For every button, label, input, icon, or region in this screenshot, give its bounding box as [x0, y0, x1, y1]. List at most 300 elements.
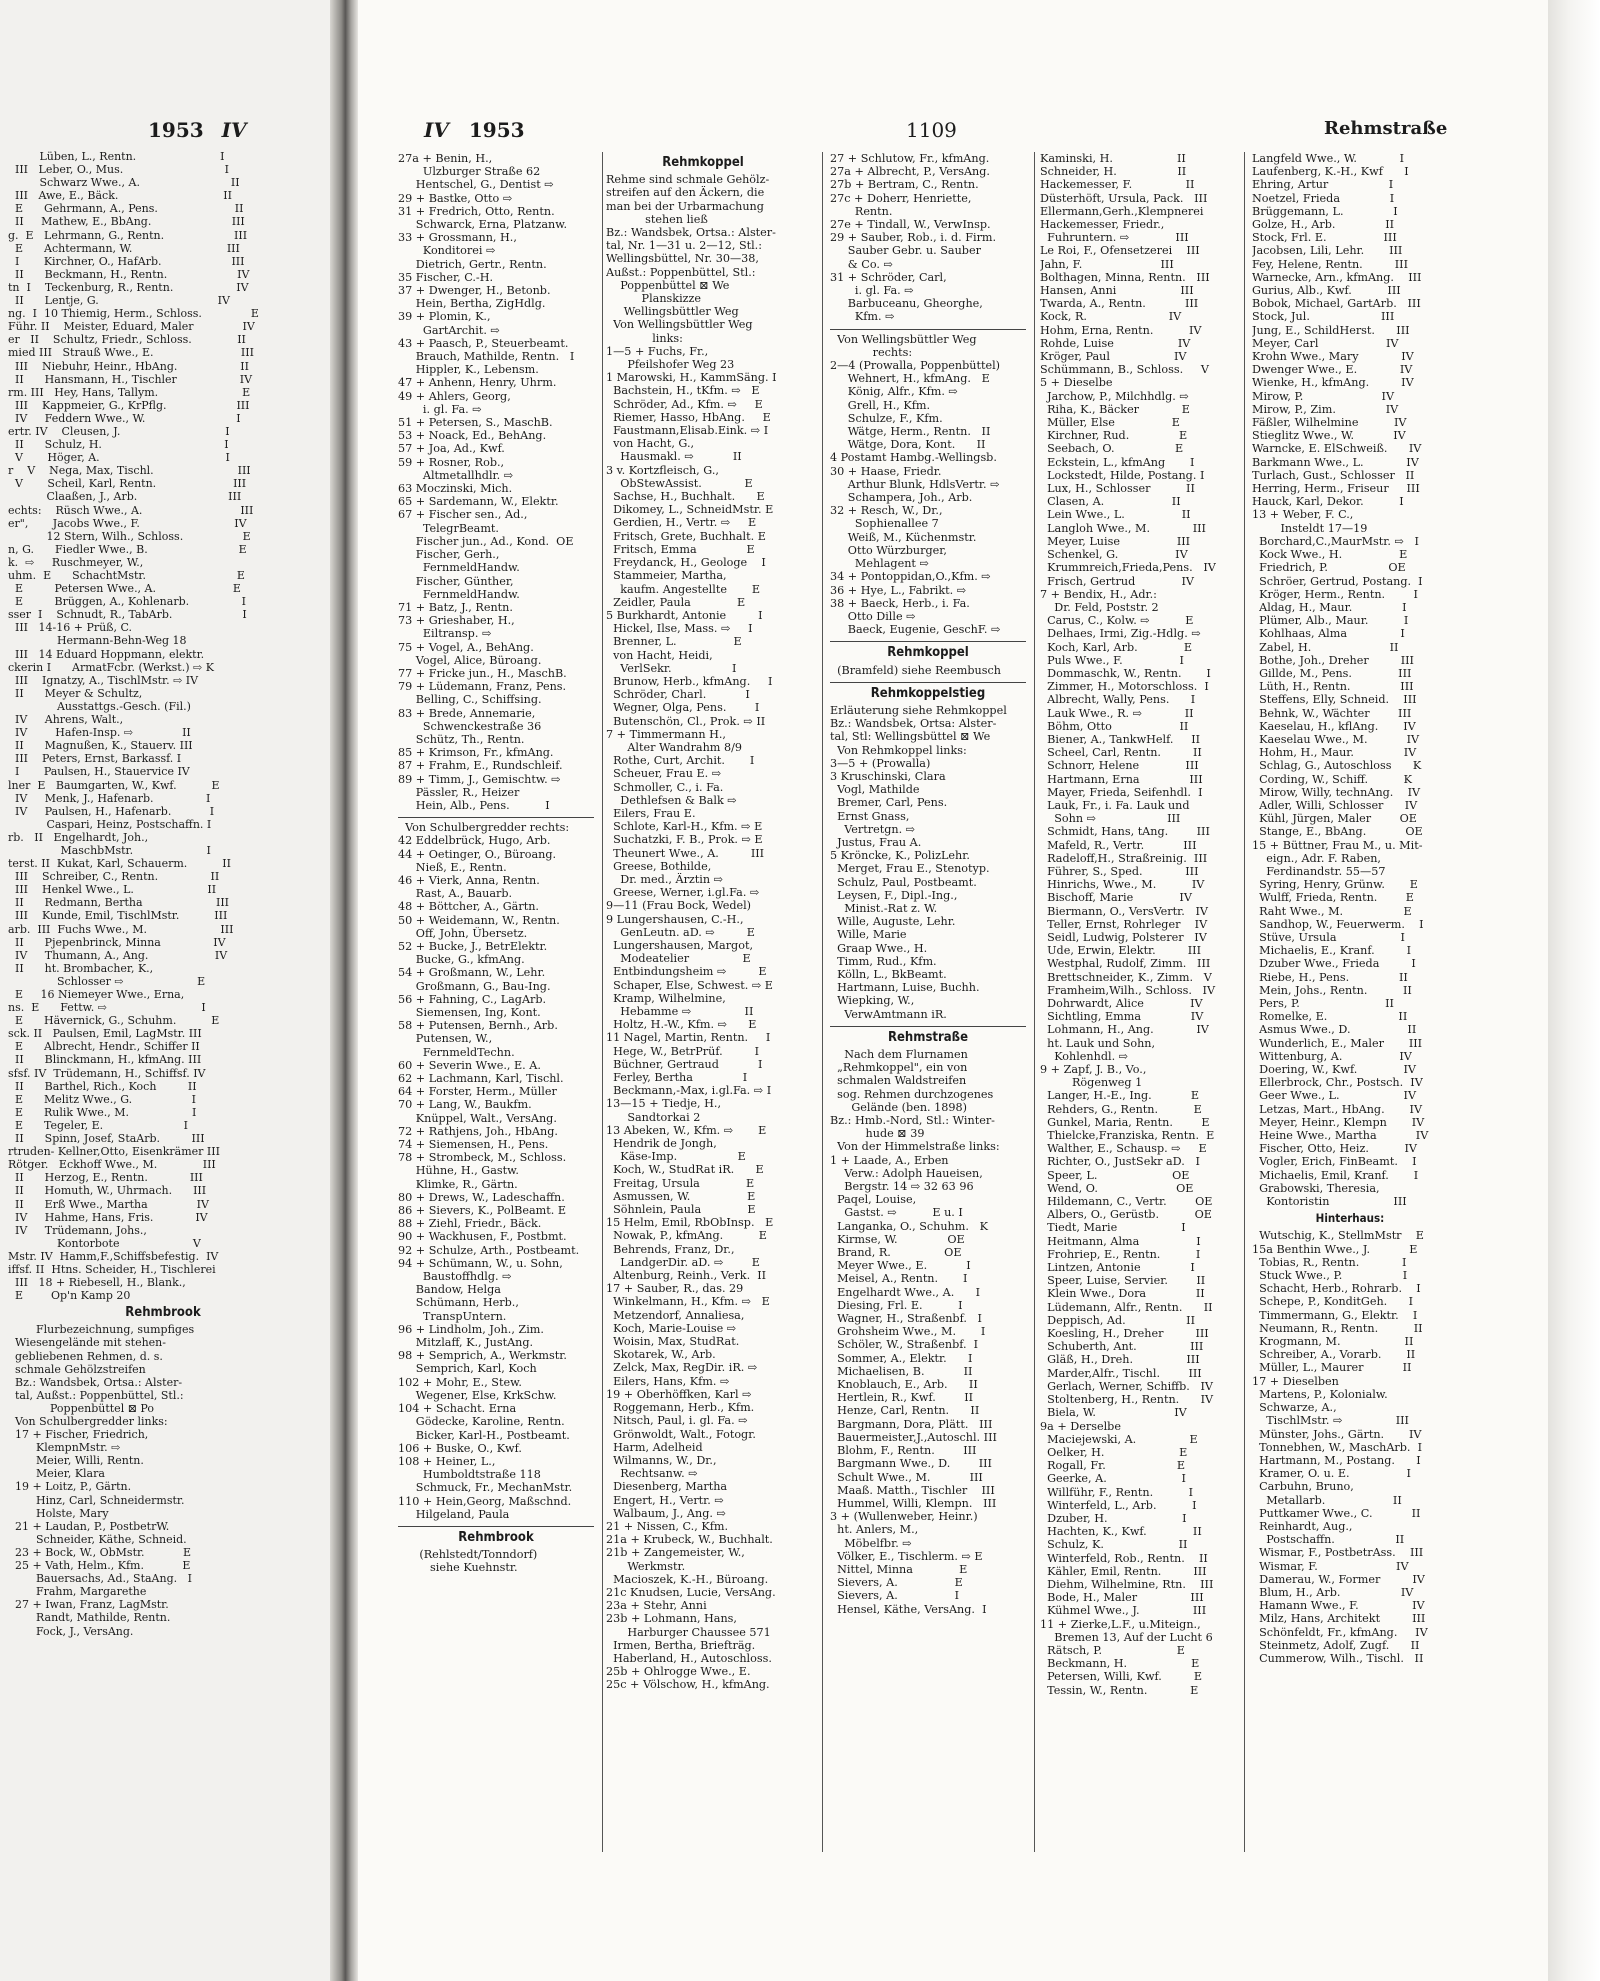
directory-entry: 35 Fischer, C.-H. — [398, 270, 494, 284]
directory-entry: Bicker, Karl-H., Postbeamt. — [398, 1428, 570, 1442]
column-5 — [1252, 152, 1448, 1665]
directory-entry: Winterfeld, Rob., Rentn. II — [1040, 1551, 1208, 1565]
directory-entry: Schmoller, C., i. Fa. — [606, 780, 724, 794]
directory-entry: Schröder, Charl. I — [606, 688, 750, 702]
directory-entry: III Henkel Wwe., L. II — [8, 883, 217, 897]
directory-entry: Frahm, Margarethe — [8, 1585, 147, 1599]
directory-entry: Koch, Marie-Louise ⇨ — [606, 1321, 737, 1335]
directory-entry: Aldag, H., Maur. I — [1252, 600, 1407, 614]
directory-entry: Tonnebhen, W., MaschArb. I — [1252, 1440, 1422, 1454]
directory-entry: 98 + Semprich, A., Werkmstr. — [398, 1349, 567, 1363]
directory-entry: Klein Wwe., Dora II — [1040, 1287, 1205, 1301]
directory-entry: Kontorbote V — [8, 1236, 201, 1250]
directory-entry: Pfeilshofer Weg 23 — [606, 358, 735, 372]
directory-entry: Vogel, Alice, Büroang. — [398, 653, 542, 667]
column-divider — [1034, 152, 1035, 1852]
directory-entry: E Petersen Wwe., A. E — [8, 582, 241, 596]
directory-entry: 1 Marowski, H., KammSäng. I — [606, 371, 777, 385]
directory-entry: 49 + Ahlers, Georg, — [398, 389, 511, 403]
directory-entry: Dwenger Wwe., E. IV — [1252, 363, 1413, 377]
directory-entry: kaufm. Angestellte E — [606, 582, 760, 596]
directory-entry: Leysen, F., Dipl.-Ing., — [830, 888, 958, 902]
directory-entry: Blum, H., Arb. IV — [1252, 1585, 1414, 1599]
directory-entry: Hertlein, R., Kwf. II — [830, 1391, 974, 1405]
directory-entry: 47 + Anhenn, Henry, Uhrm. — [398, 376, 557, 390]
directory-entry: Außst.: Poppenbüttel, Stl.: — [606, 265, 756, 279]
directory-entry: Kaminski, H. II — [1040, 152, 1186, 165]
directory-entry: Kirchner, Rud. E — [1040, 429, 1188, 443]
directory-entry: Koesling, H., Dreher III — [1040, 1327, 1209, 1341]
directory-entry: Winterfeld, L., Arb. I — [1040, 1498, 1197, 1512]
directory-entry: Warncke, E. ElSchweiß. IV — [1252, 442, 1422, 456]
directory-entry: Graap Wwe., H. — [830, 941, 928, 955]
directory-entry: 27c + Doherr, Henriette, — [830, 191, 972, 205]
directory-entry: Lockstedt, Hilde, Postang. I — [1040, 468, 1205, 482]
directory-entry: Eilers, Hans, Kfm. ⇨ — [606, 1374, 730, 1388]
directory-entry: Riebe, H., Pens. II — [1252, 970, 1408, 984]
directory-entry: von Hacht, Heidi, — [606, 648, 713, 662]
directory-entry: Holtz, H.-W., Kfm. ⇨ E — [606, 1018, 757, 1032]
directory-entry: Steinmetz, Adolf, Zugf. II — [1252, 1638, 1420, 1652]
directory-entry: Scheel, Carl, Rentn. II — [1040, 746, 1202, 760]
directory-entry: Sandhop, W., Feuerwerm. I — [1252, 917, 1424, 931]
directory-entry: arb. III Fuchs Wwe., M. III — [8, 922, 234, 936]
directory-entry: Woisin, Max, StudRat. — [606, 1335, 740, 1349]
directory-entry: Off, John, Übersetz. — [398, 926, 528, 940]
directory-entry: 63 Moczinski, Mich. — [398, 482, 513, 496]
right-header-year: 1953 — [468, 118, 525, 142]
directory-entry: Biela, W. IV — [1040, 1406, 1187, 1420]
directory-entry: Metzendorf, Annaliesa, — [606, 1308, 745, 1322]
directory-entry: Mitzlaff, K., JustAng. — [398, 1336, 534, 1350]
directory-entry: Wegner, Olga, Pens. I — [606, 701, 760, 715]
directory-entry: Schümmann, B., Schloss. V — [1040, 363, 1209, 377]
directory-entry: IV Menk, J., Hafenarb. I — [8, 791, 211, 805]
directory-entry: Walbaum, J., Ang. ⇨ — [606, 1506, 726, 1520]
directory-entry: Schröer, Gertrud, Postang. I — [1252, 574, 1423, 588]
directory-entry: Asmussen, W. E — [606, 1189, 756, 1203]
directory-entry: Bothe, Joh., Dreher III — [1252, 653, 1414, 667]
right-header-roman: IV — [424, 118, 449, 142]
directory-entry: Mirow, P., Zim. IV — [1252, 402, 1399, 416]
directory-entry: 53 + Noack, Ed., BehAng. — [398, 429, 547, 443]
directory-entry: Kröger, Herm., Rentn. I — [1252, 587, 1418, 601]
directory-entry: ht. Anlers, M., — [830, 1523, 919, 1537]
directory-entry: ckerin I ArmatFcbr. (Werkst.) ⇨ K — [8, 660, 214, 674]
directory-entry: siehe Kuehnstr. — [398, 1561, 518, 1575]
directory-entry: Beckmann, H. E — [1040, 1657, 1200, 1671]
directory-entry: IV Feddern Wwe., W. I — [8, 411, 241, 425]
directory-entry: 19 + Oberhöffken, Karl ⇨ — [606, 1387, 752, 1401]
directory-entry: Jacobsen, Lili, Lehr. III — [1252, 244, 1403, 258]
directory-entry: Langfeld Wwe., W. I — [1252, 152, 1405, 165]
directory-entry: Wilmanns, W., Dr., — [606, 1453, 717, 1467]
directory-entry: III Ignatzy, A., TischlMstr. ⇨ IV — [8, 673, 199, 687]
directory-entry: 3 Kruschinski, Clara — [830, 769, 946, 783]
directory-entry: echts: Rüsch Wwe., A. III — [8, 503, 254, 517]
directory-entry: Wätge, Herm., Rentn. II — [830, 425, 991, 439]
directory-entry: Rentn. — [830, 204, 893, 218]
directory-entry: Twarda, A., Rentn. III — [1040, 297, 1199, 311]
directory-entry: Von Schulbergredder rechts: — [398, 821, 570, 835]
directory-entry: Von Rehmkoppel links: — [830, 743, 967, 757]
directory-entry: rb. II Engelhardt, Joh., — [8, 830, 149, 844]
directory-entry: Lüdemann, Alfr., Rentn. II — [1040, 1300, 1213, 1314]
directory-entry: Schulze, F., Kfm. — [830, 411, 943, 425]
street-title: Rehmstraße — [1324, 118, 1448, 139]
directory-entry: Kramer, O. u. E. I — [1252, 1467, 1411, 1481]
directory-entry: VerwAmtmann iR. — [830, 1007, 947, 1021]
directory-entry: 110 + Hein,Georg, Maßschnd. — [398, 1494, 572, 1508]
directory-entry: Wagner, H., Straßenbf. I — [830, 1312, 982, 1326]
directory-entry: Sandtorkai 2 — [606, 1110, 701, 1124]
directory-entry: Wätge, Dora, Kont. II — [830, 438, 986, 452]
directory-entry: TischlMstr. ⇨ III — [1252, 1414, 1409, 1428]
directory-entry: Langanka, O., Schuhm. K — [830, 1219, 988, 1233]
directory-entry: Fock, J., VersAng. — [8, 1624, 134, 1638]
directory-entry: ObStewAssist. E — [606, 476, 753, 490]
directory-entry: terst. II Kukat, Karl, Schauerm. II — [8, 857, 231, 871]
directory-entry: E Hävernick, G., Schuhm. E — [8, 1014, 220, 1028]
directory-entry: Bolthagen, Minna, Rentn. III — [1040, 270, 1210, 284]
directory-entry: Framheim,Wilh., Schloss. IV — [1040, 983, 1216, 997]
directory-entry: V Scheil, Karl, Rentn. III — [8, 477, 247, 491]
directory-entry: Kfm. ⇨ — [830, 310, 895, 324]
directory-entry: III Leber, O., Mus. I — [8, 163, 230, 177]
directory-entry: Biener, A., TankwHelf. II — [1040, 732, 1201, 746]
directory-entry: Stock, Jul. III — [1252, 310, 1395, 324]
directory-entry: Lintzen, Antonie I — [1040, 1261, 1195, 1275]
directory-entry: Sohn ⇨ III — [1040, 812, 1181, 826]
directory-entry: 21 + Nissen, C., Kfm. — [606, 1519, 729, 1533]
directory-entry: Hildemann, C., Vertr. OE — [1040, 1195, 1213, 1209]
directory-entry: Kähler, Emil, Rentn. III — [1040, 1564, 1207, 1578]
directory-entry: Bz.: Wandsbek, Ortsa.: Alster- — [606, 226, 776, 240]
directory-entry: Kontoristin III — [1252, 1195, 1407, 1209]
directory-entry: Wegener, Else, KrkSchw. — [398, 1388, 557, 1402]
directory-entry: 46 + Vierk, Anna, Rentn. — [398, 873, 540, 887]
directory-entry: E Rulik Wwe., M. I — [8, 1105, 197, 1119]
directory-entry: I Paulsen, H., Stauervice IV — [8, 765, 190, 779]
directory-entry: Kühl, Jürgen, Maler OE — [1252, 812, 1417, 826]
directory-entry: 73 + Grieshaber, H., — [398, 614, 515, 628]
directory-entry: Deppisch, Ad. II — [1040, 1313, 1196, 1327]
directory-entry: Le Roi, F., Ofensetzerei III — [1040, 244, 1200, 258]
directory-entry: 106 + Buske, O., Kwf. — [398, 1441, 522, 1455]
directory-entry: Stoltenberg, H., Rentn. IV — [1040, 1393, 1214, 1407]
directory-entry: Nieß, E., Rentn. — [398, 860, 507, 874]
directory-entry: 32 + Resch, W., Dr., — [830, 504, 943, 518]
directory-entry: uhm. E SchachtMstr. E — [8, 569, 245, 582]
directory-entry: 38 + Baeck, Herb., i. Fa. — [830, 596, 970, 610]
directory-entry: Rohde, Luise IV — [1040, 336, 1191, 350]
directory-entry: Lüben, L., Rentn. I — [8, 150, 225, 163]
directory-entry: IV Trüdemann, Johs., — [8, 1223, 147, 1237]
directory-entry: 9 Lungershausen, C.-H., — [606, 912, 744, 926]
directory-entry: Schwarze, A., — [1252, 1401, 1337, 1415]
directory-entry: streifen auf den Äckern, die — [606, 186, 765, 200]
directory-entry: Postschaffn. II — [1252, 1533, 1405, 1547]
directory-entry: Großmann, G., Bau-Ing. — [398, 979, 551, 993]
directory-entry: Eilers, Frau E. — [606, 806, 696, 820]
directory-entry: Altenburg, Reinh., Verk. II — [606, 1269, 767, 1283]
directory-entry: Meyer Wwe., E. I — [830, 1259, 971, 1273]
directory-entry: Seebach, O. E — [1040, 442, 1184, 456]
directory-entry: Wiepking, W., — [830, 994, 915, 1008]
directory-entry: Otto Würzburger, — [830, 543, 947, 557]
directory-entry: Poppenbüttel ⊠ We — [606, 278, 730, 292]
directory-entry: ng. I 10 Thiemig, Herm., Schloss. E — [8, 307, 259, 321]
directory-entry: Knüppel, Walt., VersAng. — [398, 1111, 557, 1125]
directory-entry: Weiß, M., Küchenmstr. — [830, 530, 977, 544]
directory-entry: 27a + Albrecht, P., VersAng. — [830, 165, 990, 179]
directory-entry: k. ⇨ Ruschmeyer, W., — [8, 555, 144, 569]
directory-entry: Grönwoldt, Walt., Fotogr. — [606, 1427, 756, 1441]
directory-entry: Meyer, Carl IV — [1252, 336, 1399, 350]
directory-entry: Gillde, M., Pens. III — [1252, 666, 1412, 680]
directory-entry: 33 + Grossmann, H., — [398, 231, 517, 245]
directory-entry: Schaper, Else, Schwest. ⇨ E — [606, 978, 773, 992]
directory-entry: Schepe, P., KonditGeh. I — [1252, 1295, 1413, 1309]
directory-entry: Thielcke,Franziska, Rentn. E — [1040, 1129, 1215, 1143]
directory-entry: II Lentje, G. IV — [8, 294, 230, 308]
directory-entry: Raht Wwe., M. E — [1252, 904, 1412, 918]
directory-entry: Plümer, Alb., Maur. I — [1252, 614, 1409, 628]
directory-entry: 80 + Drews, W., Ladeschaffn. — [398, 1190, 565, 1204]
section-label: Hinterhaus: — [1315, 1211, 1385, 1226]
directory-entry: Freydanck, H., Geologe I — [606, 556, 766, 570]
directory-entry: Adler, Willi, Schlosser IV — [1252, 798, 1418, 812]
directory-entry: Völker, E., Tischlerm. ⇨ E — [830, 1549, 983, 1563]
directory-entry: Timm, Rud., Kfm. — [830, 954, 937, 968]
directory-entry: Walther, E., Schausp. ⇨ E — [1040, 1142, 1207, 1156]
directory-entry: Caspari, Heinz, Postschaffn. I — [8, 817, 212, 831]
directory-entry: Brand, R. OE — [830, 1246, 962, 1260]
directory-entry: TranspUntern. — [398, 1309, 507, 1323]
directory-entry: Roggemann, Herb., Kfm. — [606, 1401, 755, 1415]
directory-entry: Carbuhn, Bruno, — [1252, 1480, 1354, 1494]
directory-entry: Suchatzki, F. B., Prok. ⇨ E — [606, 833, 763, 847]
directory-entry: sog. Rehmen durchzogenes — [830, 1087, 994, 1101]
directory-entry: Fischer jun., Ad., Kond. OE — [398, 534, 574, 548]
directory-entry: Wellingsbüttel, Nr. 30—38, — [606, 252, 759, 266]
directory-entry: Mehlagent ⇨ — [830, 557, 929, 571]
directory-entry: Biermann, O., VersVertr. IV — [1040, 904, 1208, 918]
directory-entry: i. gl. Fa. ⇨ — [830, 284, 914, 298]
directory-entry: Fritsch, Grete, Buchhalt. E — [606, 529, 766, 543]
directory-entry: E Albrecht, Hendr., Schiffer II — [8, 1040, 200, 1054]
directory-entry: Butenschön, Cl., Prok. ⇨ II — [606, 714, 766, 728]
directory-entry: 89 + Timm, J., Gemischtw. ⇨ — [398, 772, 561, 786]
directory-entry: 9—11 (Frau Bock, Wedel) — [606, 899, 752, 913]
directory-entry: Von Schulbergredder links: — [8, 1415, 168, 1428]
directory-entry: Brauch, Mathilde, Rentn. I — [398, 350, 575, 364]
directory-entry: sser I Schnudt, R., TabArb. I — [8, 608, 247, 622]
directory-entry: II Beckmann, H., Rentn. IV — [8, 267, 250, 281]
directory-entry: 1 + Laade, A., Erben — [830, 1153, 949, 1167]
directory-entry: Ernst Gnass, — [830, 809, 910, 823]
directory-entry: Schmidt, Hans, tAng. III — [1040, 825, 1210, 839]
directory-entry: Teller, Ernst, Rohrleger IV — [1040, 917, 1208, 931]
directory-entry: Gastst. ⇨ E u. I — [830, 1206, 963, 1220]
directory-entry: Kramp, Wilhelmine, — [606, 991, 726, 1005]
directory-entry: Dr. Feld, Poststr. 2 — [1040, 600, 1159, 614]
street-heading: Rehmbrook — [458, 1529, 534, 1545]
directory-entry: 75 + Vogel, A., BehAng. — [398, 640, 534, 654]
directory-entry: 17 + Fischer, Friedrich, — [8, 1428, 149, 1442]
directory-entry: Sauber Gebr. u. Sauber — [830, 244, 981, 258]
directory-entry: Vertretgn. ⇨ — [830, 822, 916, 836]
directory-entry: 9 + Zapf, J. B., Vo., — [1040, 1063, 1147, 1077]
section-rule — [398, 817, 594, 818]
directory-entry: Meisel, A., Rentn. I — [830, 1272, 968, 1286]
directory-entry: Meier, Klara — [8, 1467, 105, 1481]
directory-entry: Hartmann, M., Postang. I — [1252, 1453, 1421, 1467]
directory-entry: 52 + Bucke, J., BetrElektr. — [398, 939, 548, 953]
directory-entry: Belling, C., Schiffsing. — [398, 693, 542, 707]
directory-entry: Lungershausen, Margot, — [606, 938, 754, 952]
directory-entry: Käse-Imp. E — [606, 1150, 746, 1164]
left-page-header — [148, 118, 247, 142]
directory-entry: Mirow, Willy, technAng. IV — [1252, 785, 1421, 799]
directory-entry: Stieglitz Wwe., W. IV — [1252, 429, 1406, 443]
directory-entry: Wiesengelände mit stehen- — [8, 1336, 166, 1350]
directory-entry: 13—15 + Tiedje, H., — [606, 1097, 722, 1111]
directory-entry: Putensen, W., — [398, 1032, 493, 1046]
directory-entry: E Brüggen, A., Kohlenarb. I — [8, 595, 246, 609]
directory-entry: LandgerDir. aD. ⇨ E — [606, 1255, 760, 1269]
directory-entry: IV Ahrens, Walt., — [8, 713, 124, 727]
directory-entry: Bode, H., Maler III — [1040, 1591, 1204, 1605]
directory-entry: Maaß. Matth., Tischler III — [830, 1483, 995, 1497]
directory-entry: Schneider, Käthe, Schneid. — [8, 1532, 187, 1546]
directory-entry: Schulz, K. II — [1040, 1538, 1188, 1552]
directory-entry: III Schreiber, C., Rentn. II — [8, 870, 220, 884]
directory-entry: Klimke, R., Gärtn. — [398, 1177, 518, 1191]
directory-entry: 87 + Frahm, E., Rundschleif. — [398, 759, 563, 773]
directory-entry: Steffens, Elly, Schneid. III — [1252, 693, 1417, 707]
directory-entry: Semprich, Karl, Koch — [398, 1362, 537, 1376]
directory-entry: iffsf. II Htns. Scheider, H., Tischlerei — [8, 1262, 216, 1276]
directory-entry: Bz.: Wandsbek, Ortsa: Alster- — [830, 717, 997, 731]
directory-entry: Fischer, Otto, Heiz. IV — [1252, 1142, 1417, 1156]
directory-entry: E Op'n Kamp 20 — [8, 1289, 131, 1303]
directory-entry: 9a + Derselbe — [1040, 1419, 1121, 1433]
directory-entry: III Niebuhr, Heinr., HbAng. II — [8, 359, 249, 373]
directory-entry: Fey, Helene, Rentn. III — [1252, 257, 1408, 271]
directory-entry: Kohlenhdl. ⇨ — [1040, 1049, 1129, 1063]
directory-entry: 67 + Fischer sen., Ad., — [398, 508, 528, 522]
directory-entry: Von der Himmelstraße links: — [830, 1140, 1000, 1154]
directory-entry: 7 + Timmermann H., — [606, 727, 726, 741]
directory-entry: Jung, E., SchildHerst. III — [1252, 323, 1410, 337]
directory-entry: Nitsch, Paul, i. gl. Fa. ⇨ — [606, 1414, 748, 1428]
directory-entry: Speer, L. OE — [1040, 1168, 1190, 1182]
directory-entry: Düsterhöft, Ursula, Pack. III — [1040, 191, 1208, 205]
directory-entry: 94 + Schümann, W., u. Sohn, — [398, 1256, 563, 1270]
directory-entry: Rögenweg 1 — [1040, 1076, 1143, 1090]
directory-entry: Bachstein, H., tKfm. ⇨ E — [606, 384, 760, 398]
directory-entry: Seidl, Ludwig, Polsterer IV — [1040, 930, 1207, 944]
directory-entry: 108 + Heiner, L., — [398, 1454, 496, 1468]
directory-entry: Hein, Alb., Pens. I — [398, 798, 550, 812]
directory-entry: Ude, Erwin, Elektr. III — [1040, 944, 1201, 958]
directory-entry: 51 + Petersen, S., MaschB. — [398, 416, 553, 430]
directory-entry: Maciejewski, A. E — [1040, 1432, 1198, 1446]
directory-entry: Blohm, F., Rentn. III — [830, 1444, 977, 1458]
directory-entry: Wehnert, H., kfmAng. E — [830, 372, 990, 386]
book-gutter — [330, 0, 358, 1981]
directory-entry: 3 + (Wullenweber, Heinr.) — [830, 1510, 978, 1524]
directory-entry: Konditorei ⇨ — [398, 244, 496, 258]
directory-entry: 17 + Sauber, R., das. 29 — [606, 1282, 744, 1296]
directory-entry: n, G. Fiedler Wwe., B. E — [8, 542, 247, 556]
directory-entry: mied III Strauß Wwe., E. III — [8, 346, 254, 360]
directory-entry: Fritsch, Emma E — [606, 542, 755, 556]
directory-entry: Romelke, E. II — [1252, 1010, 1408, 1024]
directory-entry: Gelände (ben. 1898) — [830, 1100, 967, 1114]
directory-entry: 31 + Schröder, Carl, — [830, 270, 947, 284]
directory-entry: Schütz, Th., Rentn. — [398, 732, 525, 746]
directory-entry: Diesing, Frl. E. I — [830, 1298, 963, 1312]
directory-entry: Hohm, Erna, Rentn. IV — [1040, 323, 1202, 337]
directory-entry: Ellermann,Gerh.,Klempnerei — [1040, 204, 1204, 218]
directory-entry: Rätsch, P. E — [1040, 1643, 1185, 1657]
directory-entry: Werkmstr. — [606, 1559, 686, 1573]
directory-entry: Oelker, H. E — [1040, 1445, 1188, 1459]
column-1 — [398, 152, 594, 1575]
directory-entry: Eckstein, L., kfmAng I — [1040, 455, 1195, 469]
directory-entry: Richter, O., JustSekr aD. I — [1040, 1155, 1200, 1169]
directory-entry: Wismar, F. IV — [1252, 1559, 1409, 1573]
directory-entry: Doering, W., Kwf. IV — [1252, 1063, 1417, 1077]
directory-entry: Asmus Wwe., D. II — [1252, 1023, 1417, 1037]
directory-entry: Diehm, Wilhelmine, Rtn. III — [1040, 1577, 1214, 1591]
directory-entry: Puls Wwe., F. I — [1040, 653, 1184, 667]
directory-entry: Geer Wwe., L. IV — [1252, 1089, 1417, 1103]
directory-entry: Siemensen, Ing, Kont. — [398, 1006, 541, 1019]
directory-entry: Michaelisen, B. II — [830, 1364, 973, 1378]
directory-entry: Bucke, G., kfmAng. — [398, 953, 525, 967]
directory-entry: II Blinckmann, H., kfmAng. III — [8, 1053, 202, 1067]
directory-entry: 43 + Paasch, P., Steuerbeamt. — [398, 336, 569, 350]
column-3 — [830, 152, 1026, 1616]
directory-entry: 5 Kröncke, K., PolizLehr. — [830, 849, 970, 863]
directory-entry: Syring, Henry, Grünw. E — [1252, 878, 1418, 892]
directory-entry: Hein, Bertha, ZigHdlg. — [398, 297, 546, 311]
directory-entry: Dietrich, Gertr., Rentn. — [398, 257, 547, 271]
directory-entry: von Hacht, G., — [606, 437, 695, 451]
directory-entry: 65 + Sardemann, W., Elektr. — [398, 495, 559, 509]
directory-entry: III 14-16 + Prüß, C. — [8, 621, 133, 635]
directory-entry: Albrecht, Wally, Pens. I — [1040, 693, 1196, 707]
directory-entry: IV Hahme, Hans, Fris. IV — [8, 1210, 208, 1224]
directory-entry: II Herzog, E., Rentn. III — [8, 1171, 203, 1185]
directory-entry: Engert, H., Vertr. ⇨ — [606, 1493, 724, 1507]
directory-entry: 13 + Weber, F. C., — [1252, 508, 1354, 522]
directory-entry: Schampera, Joh., Arb. — [830, 491, 973, 505]
directory-entry: Wutschig, K., StellmMstr E — [1252, 1229, 1424, 1243]
directory-entry: Barkmann Wwe., L. IV — [1252, 455, 1419, 469]
column-divider — [822, 152, 823, 1852]
directory-entry: E 16 Niemeyer Wwe., Erna, — [8, 988, 185, 1001]
directory-entry: Rechtsanw. ⇨ — [606, 1467, 698, 1481]
directory-entry: Hege, W., BetrPrüf. I — [606, 1044, 760, 1058]
directory-entry: Krummreich,Frieda,Pens. IV — [1040, 561, 1216, 575]
directory-entry: II Homuth, W., Uhrmach. III — [8, 1184, 207, 1198]
directory-entry: g. E Lehrmann, G., Rentn. III — [8, 228, 248, 242]
directory-entry: 13 Abeken, W., Kfm. ⇨ E — [606, 1123, 767, 1137]
